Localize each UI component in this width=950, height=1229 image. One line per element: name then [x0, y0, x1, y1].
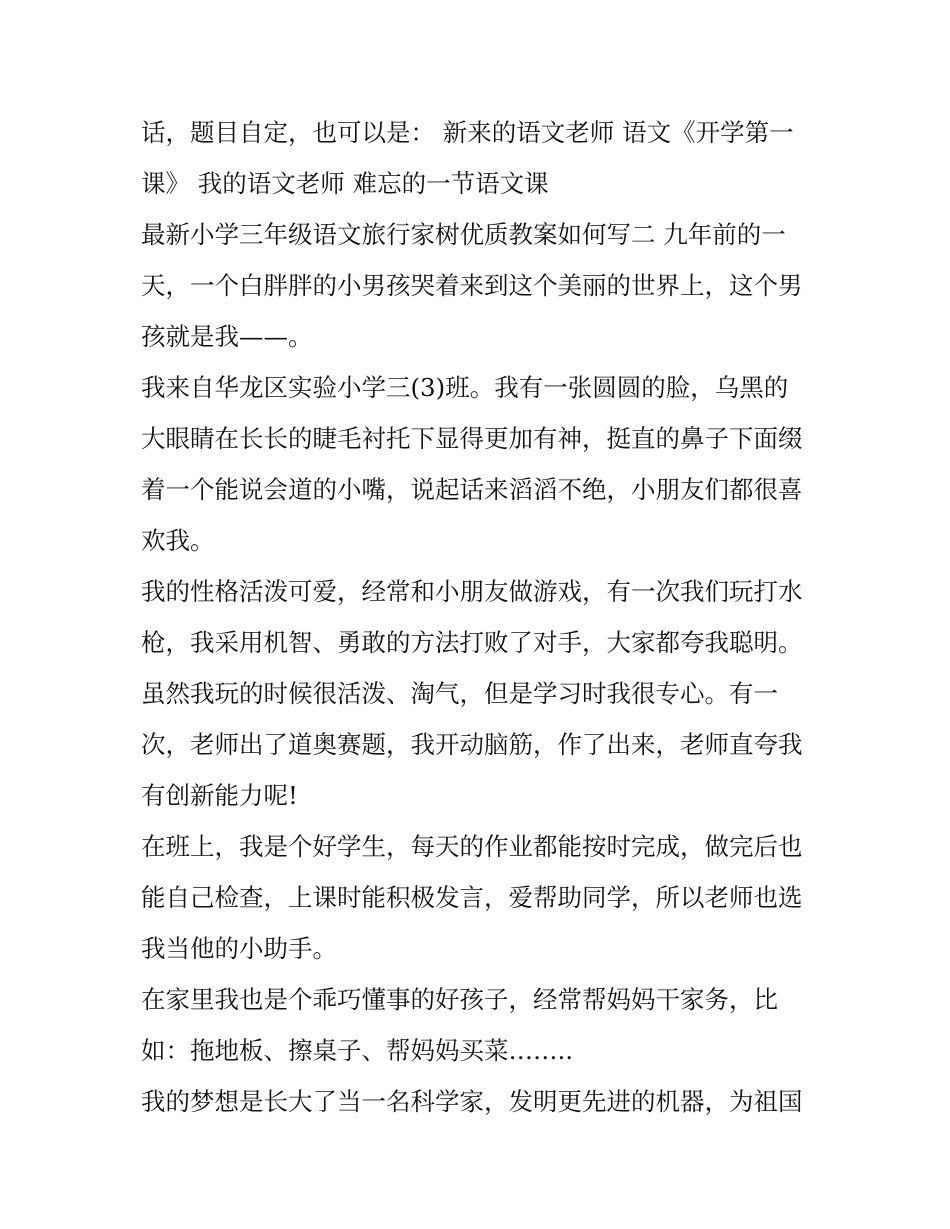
document-body: [141, 107, 811, 1127]
text-line: 能自己检查，上课时能积极发言，爱帮助同学，所以老师也选: [141, 883, 803, 912]
text-line: 我当他的小助手。: [141, 934, 337, 963]
text-line: 欢我。: [141, 526, 215, 555]
text-line: 课》 我的语文老师 难忘的一节语文课: [141, 169, 549, 198]
text-line: 话，题目自定，也可以是： 新来的语文老师 语文《开学第一: [141, 118, 794, 147]
text-line: 如：拖地板、擦桌子、帮妈妈买菜……..: [141, 1036, 574, 1065]
text-line: 在家里我也是个乖巧懂事的好孩子，经常帮妈妈干家务，比: [141, 985, 778, 1014]
text-line: 我的性格活泼可爱，经常和小朋友做游戏，有一次我们玩打水: [141, 577, 803, 606]
text-line: 枪，我采用机智、勇敢的方法打败了对手，大家都夸我聪明。: [141, 628, 803, 657]
text-line: 孩就是我——。: [141, 322, 313, 351]
text-line: 最新小学三年级语文旅行家树优质教案如何写二 九年前的一: [141, 220, 786, 249]
text-line: 有创新能力呢!: [141, 781, 298, 810]
text-line: 我来自华龙区实验小学三(3)班。我有一张圆圆的脸，乌黑的: [141, 373, 789, 402]
text-line: 次，老师出了道奥赛题，我开动脑筋，作了出来，老师直夸我: [141, 730, 803, 759]
text-line: 虽然我玩的时候很活泼、淘气，但是学习时我很专心。有一: [141, 679, 778, 708]
text-line: 在班上，我是个好学生，每天的作业都能按时完成，做完后也: [141, 832, 803, 861]
text-line: 天，一个白胖胖的小男孩哭着来到这个美丽的世界上，这个男: [141, 271, 803, 300]
text-line: 着一个能说会道的小嘴，说起话来滔滔不绝，小朋友们都很喜: [141, 475, 803, 504]
text-line: 我的梦想是长大了当一名科学家，发明更先进的机器，为祖国: [141, 1087, 803, 1116]
text-line: 大眼睛在长长的睫毛衬托下显得更加有神，挺直的鼻子下面缀: [141, 424, 803, 453]
